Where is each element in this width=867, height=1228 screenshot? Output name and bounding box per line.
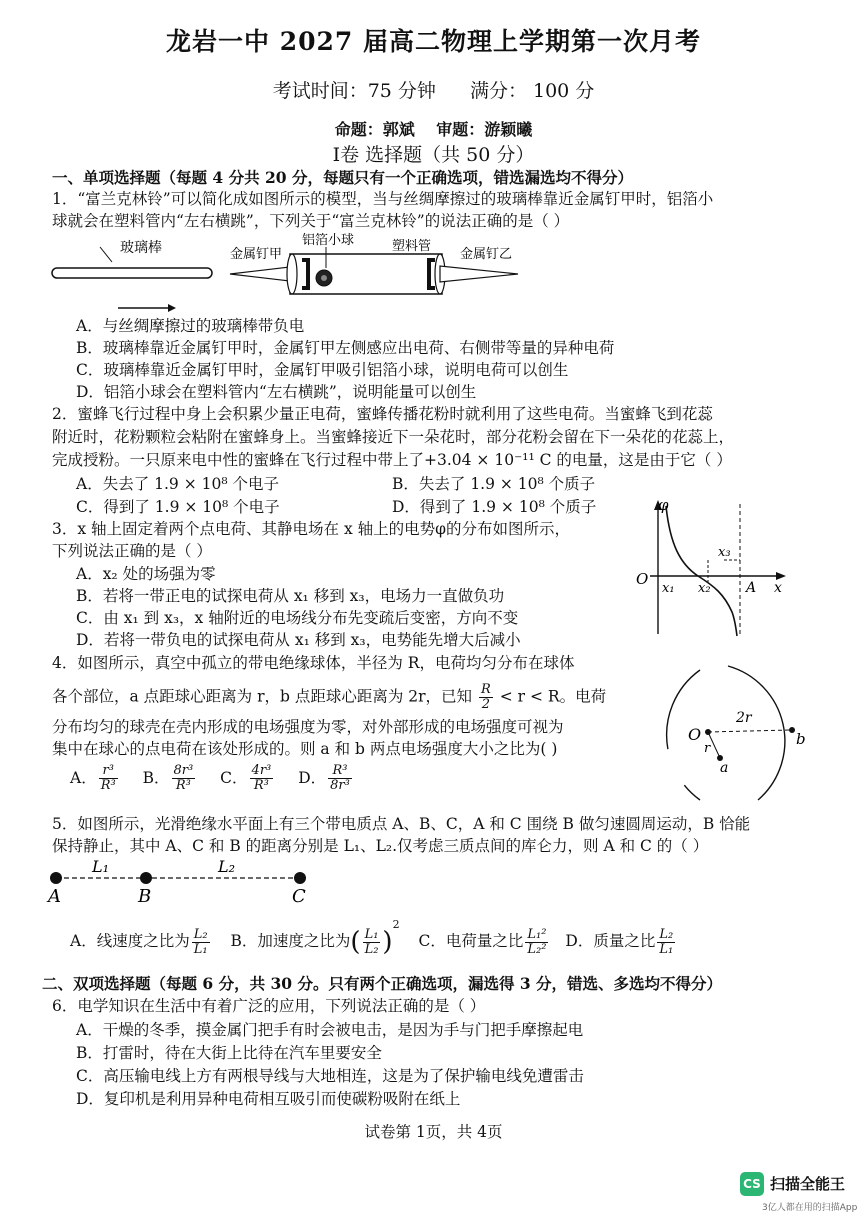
sphere-outline xyxy=(728,666,785,800)
q5-figure xyxy=(42,852,332,908)
q3-line2: 下列说法正确的是（ ） xyxy=(52,542,212,560)
q3-option-c: C．由 x₁ 到 x₃，x 轴附近的电场线分布先变疏后变密，方向不变 xyxy=(76,609,519,627)
page-footer: 试卷第 1页，共 4页 xyxy=(364,1123,503,1141)
label-nail-b: 金属钉乙 xyxy=(460,247,513,262)
point-b xyxy=(789,727,795,733)
q1-option-c: C．玻璃棒靠近金属钉甲时，金属钉甲吸引铝箔小球，说明电荷可以创生 xyxy=(76,361,569,379)
q2-option-d: D．得到了 1.9 × 10⁸ 个质子 xyxy=(392,498,597,516)
label-a: a xyxy=(720,760,729,776)
label-tube: 塑料管 xyxy=(392,239,432,254)
q6-option-b: B．打雷时，待在大街上比待在汽车里要安全 xyxy=(76,1044,382,1062)
q3-line1: 3．x 轴上固定着两个点电荷、其静电场在 x 轴上的电势φ的分布如图所示， xyxy=(52,520,570,538)
scanner-logo-icon: CS xyxy=(740,1172,764,1196)
q4-line4: 集中在球心的点电荷在该处形成的。则 a 和 b 两点电场强度大小之比为( ) xyxy=(52,740,558,758)
q5-options xyxy=(70,918,677,957)
potential-curve xyxy=(666,506,737,636)
label-r: r xyxy=(704,741,711,756)
label-L1: L₁ xyxy=(92,857,110,876)
plastic-tube xyxy=(290,254,442,294)
scanner-app-tagline: 3亿人都在用的扫描App xyxy=(762,1203,858,1213)
q1-line2: 球就会在塑料管内“左右横跳”，下列关于“富兰克林铃”的说法正确的是（ ） xyxy=(52,212,570,230)
reviewer: 审题：游颖曦 xyxy=(436,120,533,139)
label-x: x xyxy=(774,580,782,596)
glass-rod xyxy=(52,268,212,278)
exam-meta xyxy=(0,76,867,103)
q1-figure xyxy=(40,232,540,312)
label-O: O xyxy=(688,725,702,744)
label-phi: φ xyxy=(658,496,669,514)
q2-line3: 完成授粉。一只原来电中性的蜜蜂在飞行过程中带上了+3.04 × 10⁻¹¹ C 的电量，这是由于它（ ） xyxy=(52,451,732,469)
q2-option-b: B．失去了 1.9 × 10⁸ 个质子 xyxy=(392,475,596,493)
q2-option-a: A．失去了 1.9 × 10⁸ 个电子 xyxy=(76,475,279,493)
exam-authors xyxy=(0,117,867,140)
author: 命题：郭斌 xyxy=(334,120,415,139)
q1-option-b: B．玻璃棒靠近金属钉甲时，金属钉甲左侧感应出电荷、右侧带等量的异种电荷 xyxy=(76,339,615,357)
q3-potential-graph xyxy=(628,494,798,642)
exam-score: 满分： 100 分 xyxy=(469,80,595,102)
q1-option-a: A．与丝绸摩擦过的玻璃棒带负电 xyxy=(76,317,305,335)
q6-option-d: D．复印机是利用异种电荷相互吸引而使碳粉吸附在纸上 xyxy=(76,1090,461,1108)
q2-line1: 2．蜜蜂飞行过程中身上会积累少量正电荷，蜜蜂传播花粉时就利用了这些电荷。当蜜蜂飞到花蕊 xyxy=(52,405,713,423)
label-A: A xyxy=(48,886,61,907)
label-B: B xyxy=(138,886,152,907)
q4-line1: 4．如图所示，真空中孤立的带电绝缘球体，半径为 R，电荷均匀分布在球体 xyxy=(52,654,575,672)
q3-option-b: B．若将一带正电的试探电荷从 x₁ 移到 x₃，电场力一直做负功 xyxy=(76,587,505,605)
q5-option-b: B．加速度之比为( $\frac{\text{L₁}}{\text{L₂}}$ )$^2$ xyxy=(230,918,400,957)
exam-title: 龙岩一中 2027 届高二物理上学期第一次月考 xyxy=(166,27,701,56)
particle-c xyxy=(294,872,306,884)
label-L2: L₂ xyxy=(218,857,236,876)
q6-option-c: C．高压输电线上方有两根导线与大地相连，这是为了保护输电线免遭雷击 xyxy=(76,1067,584,1085)
section2-heading: 二、双项选择题（每题 6 分，共 30 分。只有两个正确选项，漏选得 3 分，错选、多选均不得分） xyxy=(42,974,723,993)
q1-line1: 1．“富兰克林铃”可以简化成如图所示的模型，当与丝绸摩擦过的玻璃棒靠近金属钉甲时，铝箔小 xyxy=(52,190,714,208)
q5-option-c: C．电荷量之比 $\frac{\text{L₁²}}{\text{L₂²}}$ xyxy=(418,926,547,957)
q4-options xyxy=(70,764,354,793)
exam-time: 考试时间：75 分钟 xyxy=(272,80,436,102)
label-glass-rod: 玻璃棒 xyxy=(120,240,162,256)
q4-option-b: B． $\frac{\text{8r³}}{\text{R³}}$ xyxy=(142,763,194,793)
label-A: A xyxy=(746,580,757,596)
q1-option-d: D．铝箔小球会在塑料管内“左右横跳”，说明能量可以创生 xyxy=(76,383,477,401)
q6-option-a: A．干燥的冬季，摸金属门把手有时会被电击，是因为手与门把手摩擦起电 xyxy=(76,1021,584,1039)
q2-line2: 附近时，花粉颗粒会粘附在蜜蜂身上。当蜜蜂接近下一朵花时，部分花粉会留在下一朵花的花蕊上， xyxy=(52,428,735,446)
label-foil-ball: 铝箔小球 xyxy=(302,233,355,248)
q4-option-d: D． $\frac{\text{R³}}{\text{8r³}}$ xyxy=(298,763,350,793)
label-2r: 2r xyxy=(736,710,752,726)
label-x2: x₂ xyxy=(698,581,711,596)
scanner-app-name: 扫描全能王 xyxy=(770,1175,846,1193)
label-C: C xyxy=(292,886,306,907)
q5-line1: 5．如图所示，光滑绝缘水平面上有三个带电质点 A、B、C，A 和 C 围绕 B 做匀速圆周运动，B 恰能 xyxy=(52,815,751,833)
label-x1: x₁ xyxy=(662,581,675,596)
label-b: b xyxy=(796,730,806,748)
part-heading: Ⅰ卷 选择题（共 50 分） xyxy=(332,144,535,166)
label-nail-a: 金属钉甲 xyxy=(230,247,283,262)
q2-option-c: C．得到了 1.9 × 10⁸ 个电子 xyxy=(76,498,280,516)
q4-line3: 分布均匀的球壳在壳内形成的电场强度为零，对外部形成的电场强度可视为 xyxy=(52,718,564,736)
label-x3: x₃ xyxy=(718,545,731,560)
q4-option-a: A． $\frac{\text{r³}}{\text{R³}}$ xyxy=(70,763,116,793)
nail-b xyxy=(440,266,518,282)
q4-option-c: C． $\frac{\text{4r³}}{\text{R³}}$ xyxy=(220,763,272,793)
q5-line2: 保持静止，其中 A、C 和 B 的距离分别是 L₁、L₂.仅考虑三质点间的库仑力，则 A 和 C 的（ ） xyxy=(52,837,709,855)
q5-option-a: A．线速度之比为 $\frac{\text{L₂}}{\text{L₁}}$ xyxy=(70,926,208,957)
q4-sphere-figure xyxy=(640,660,830,810)
q4-half-fraction: $\frac{R}{2}$ xyxy=(481,682,491,712)
q3-option-a: A．x₂ 处的场强为零 xyxy=(76,565,216,583)
q5-option-d: D．质量之比 $\frac{\text{L₂}}{\text{L₁}}$ xyxy=(565,926,674,957)
q4-line2: 各个部位，a 点距球心距离为 r，b 点距球心距离为 2r，已知 $\frac{R}{2}$ < r < R。电荷 xyxy=(52,682,607,712)
particle-a xyxy=(50,872,62,884)
particle-b xyxy=(140,872,152,884)
q6-line1: 6．电学知识在生活中有着广泛的应用，下列说法正确的是（ ） xyxy=(52,997,486,1015)
q3-option-d: D．若将一带负电的试探电荷从 x₁ 移到 x₃，电势能先增大后减小 xyxy=(76,631,521,649)
label-origin: O xyxy=(636,570,649,588)
section1-heading: 一、单项选择题（每题 4 分共 20 分，每题只有一个正确选项，错选漏选均不得分） xyxy=(52,168,633,187)
